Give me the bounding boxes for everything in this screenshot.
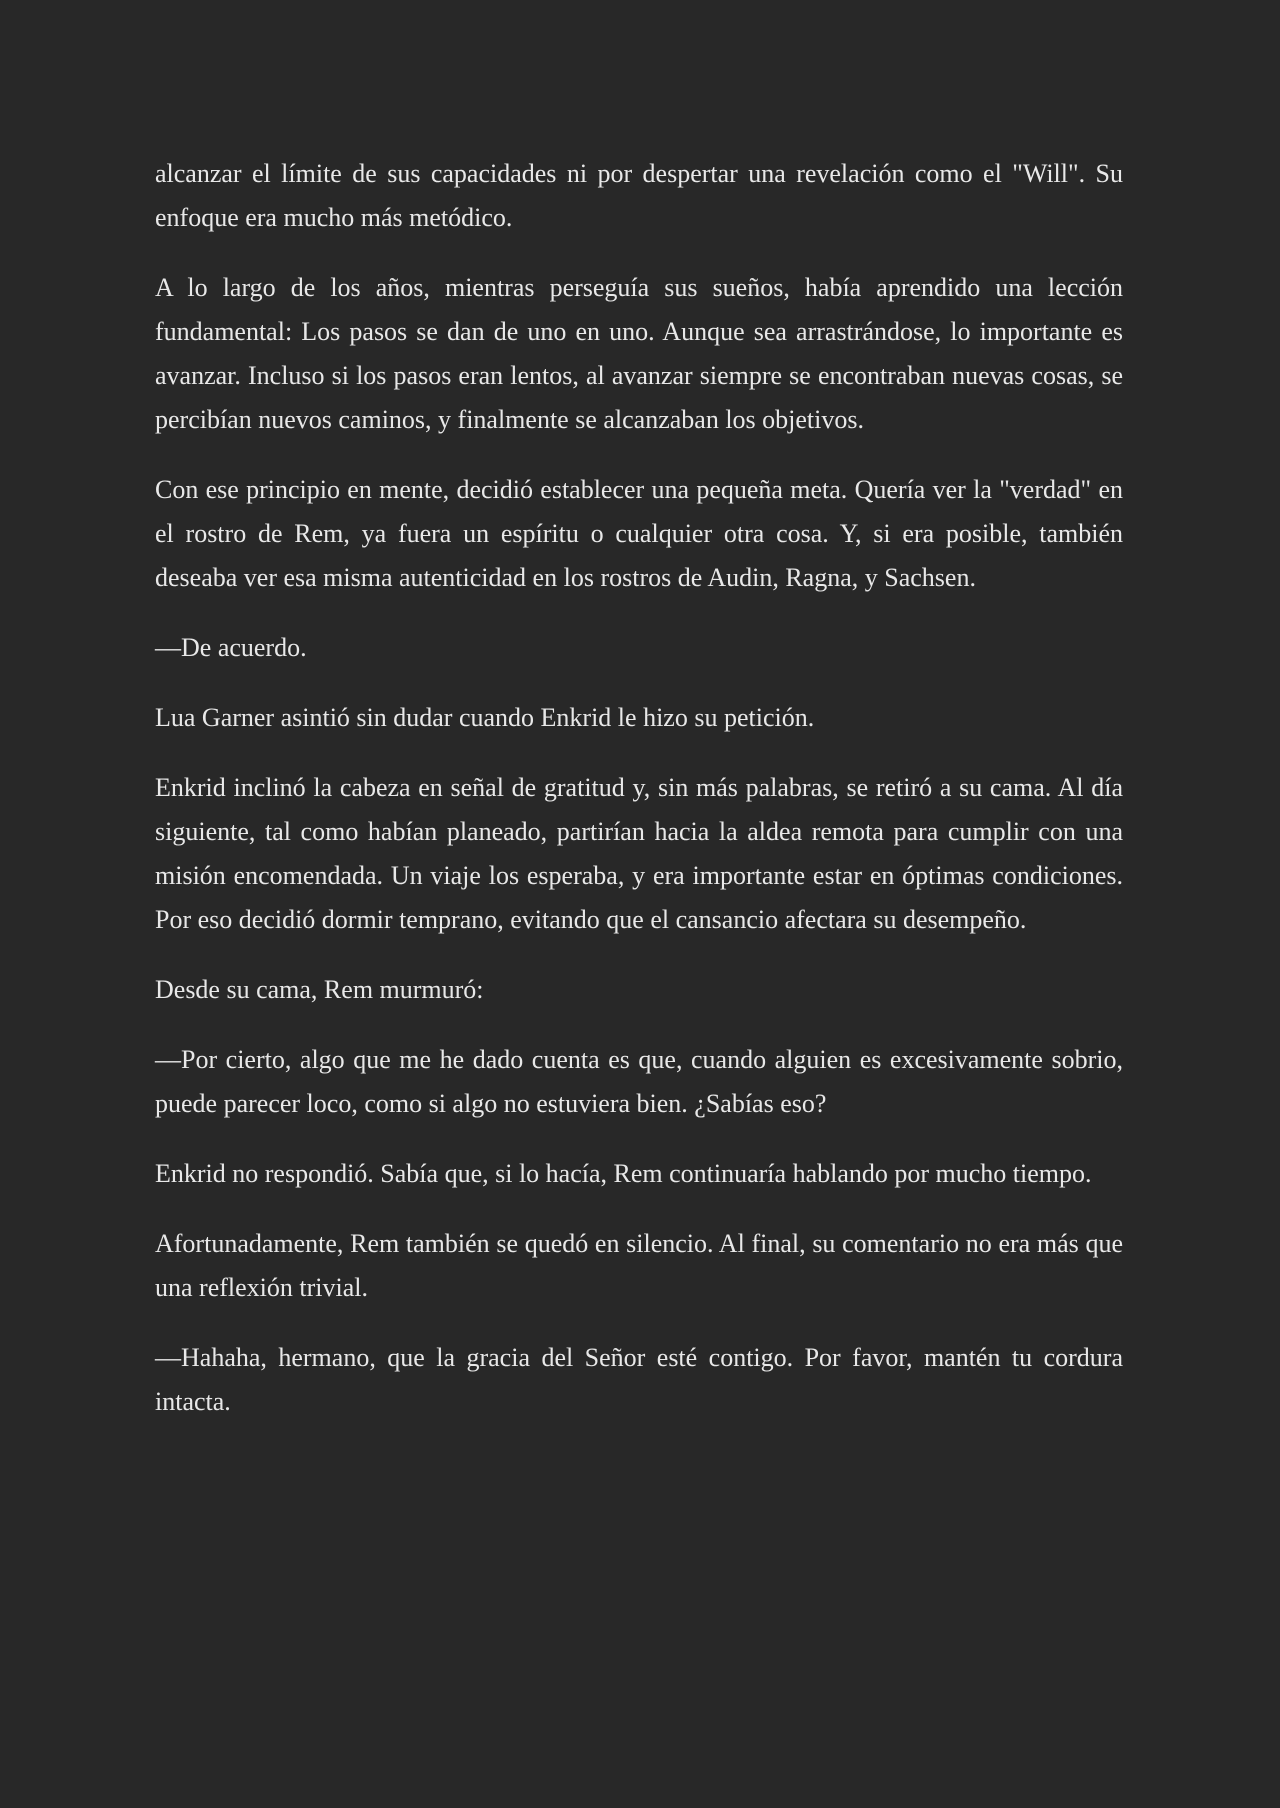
paragraph: A lo largo de los años, mientras perseguía sus sueños, había aprendido una lección fundamental: Los pasos se dan de uno en uno. Aunque sea arrastrándose, lo importante es avanzar. Incluso si los pasos eran lentos, al avanzar siempre se encontraban nuevas cosas, se percibían nuevos caminos, y finalmente se alcanzaban los objetivos.	[155, 273, 1123, 434]
paragraph: Enkrid no respondió. Sabía que, si lo hacía, Rem continuaría hablando por mucho tiempo.	[155, 1159, 1092, 1188]
paragraph: Desde su cama, Rem murmuró:	[155, 975, 484, 1004]
paragraph: —De acuerdo.	[155, 633, 307, 662]
paragraph: —Por cierto, algo que me he dado cuenta es que, cuando alguien es excesivamente sobrio, puede parecer loco, como si algo no estuviera bien. ¿Sabías eso?	[155, 1045, 1123, 1118]
paragraph: Afortunadamente, Rem también se quedó en silencio. Al final, su comentario no era más que una reflexión trivial.	[155, 1229, 1123, 1302]
paragraph: Con ese principio en mente, decidió establecer una pequeña meta. Quería ver la "verdad" en el rostro de Rem, ya fuera un espíritu o cualquier otra cosa. Y, si era posible, también deseaba ver esa misma autenticidad en los rostros de Audin, Ragna, y Sachsen.	[155, 475, 1123, 592]
paragraph: Lua Garner asintió sin dudar cuando Enkrid le hizo su petición.	[155, 703, 815, 732]
paragraph: alcanzar el límite de sus capacidades ni por despertar una revelación como el "Will". Su enfoque era mucho más metódico.	[155, 159, 1123, 232]
paragraph: Enkrid inclinó la cabeza en señal de gratitud y, sin más palabras, se retiró a su cama. Al día siguiente, tal como habían planeado, partirían hacia la aldea remota para cumplir con una misión encomendada. Un viaje los esperaba, y era importante estar en óptimas condiciones. Por eso decidió dormir temprano, evitando que el cansancio afectara su desempeño.	[155, 773, 1123, 934]
document-body	[155, 152, 1123, 1450]
paragraph: —Hahaha, hermano, que la gracia del Señor esté contigo. Por favor, mantén tu cordura intacta.	[155, 1343, 1123, 1416]
